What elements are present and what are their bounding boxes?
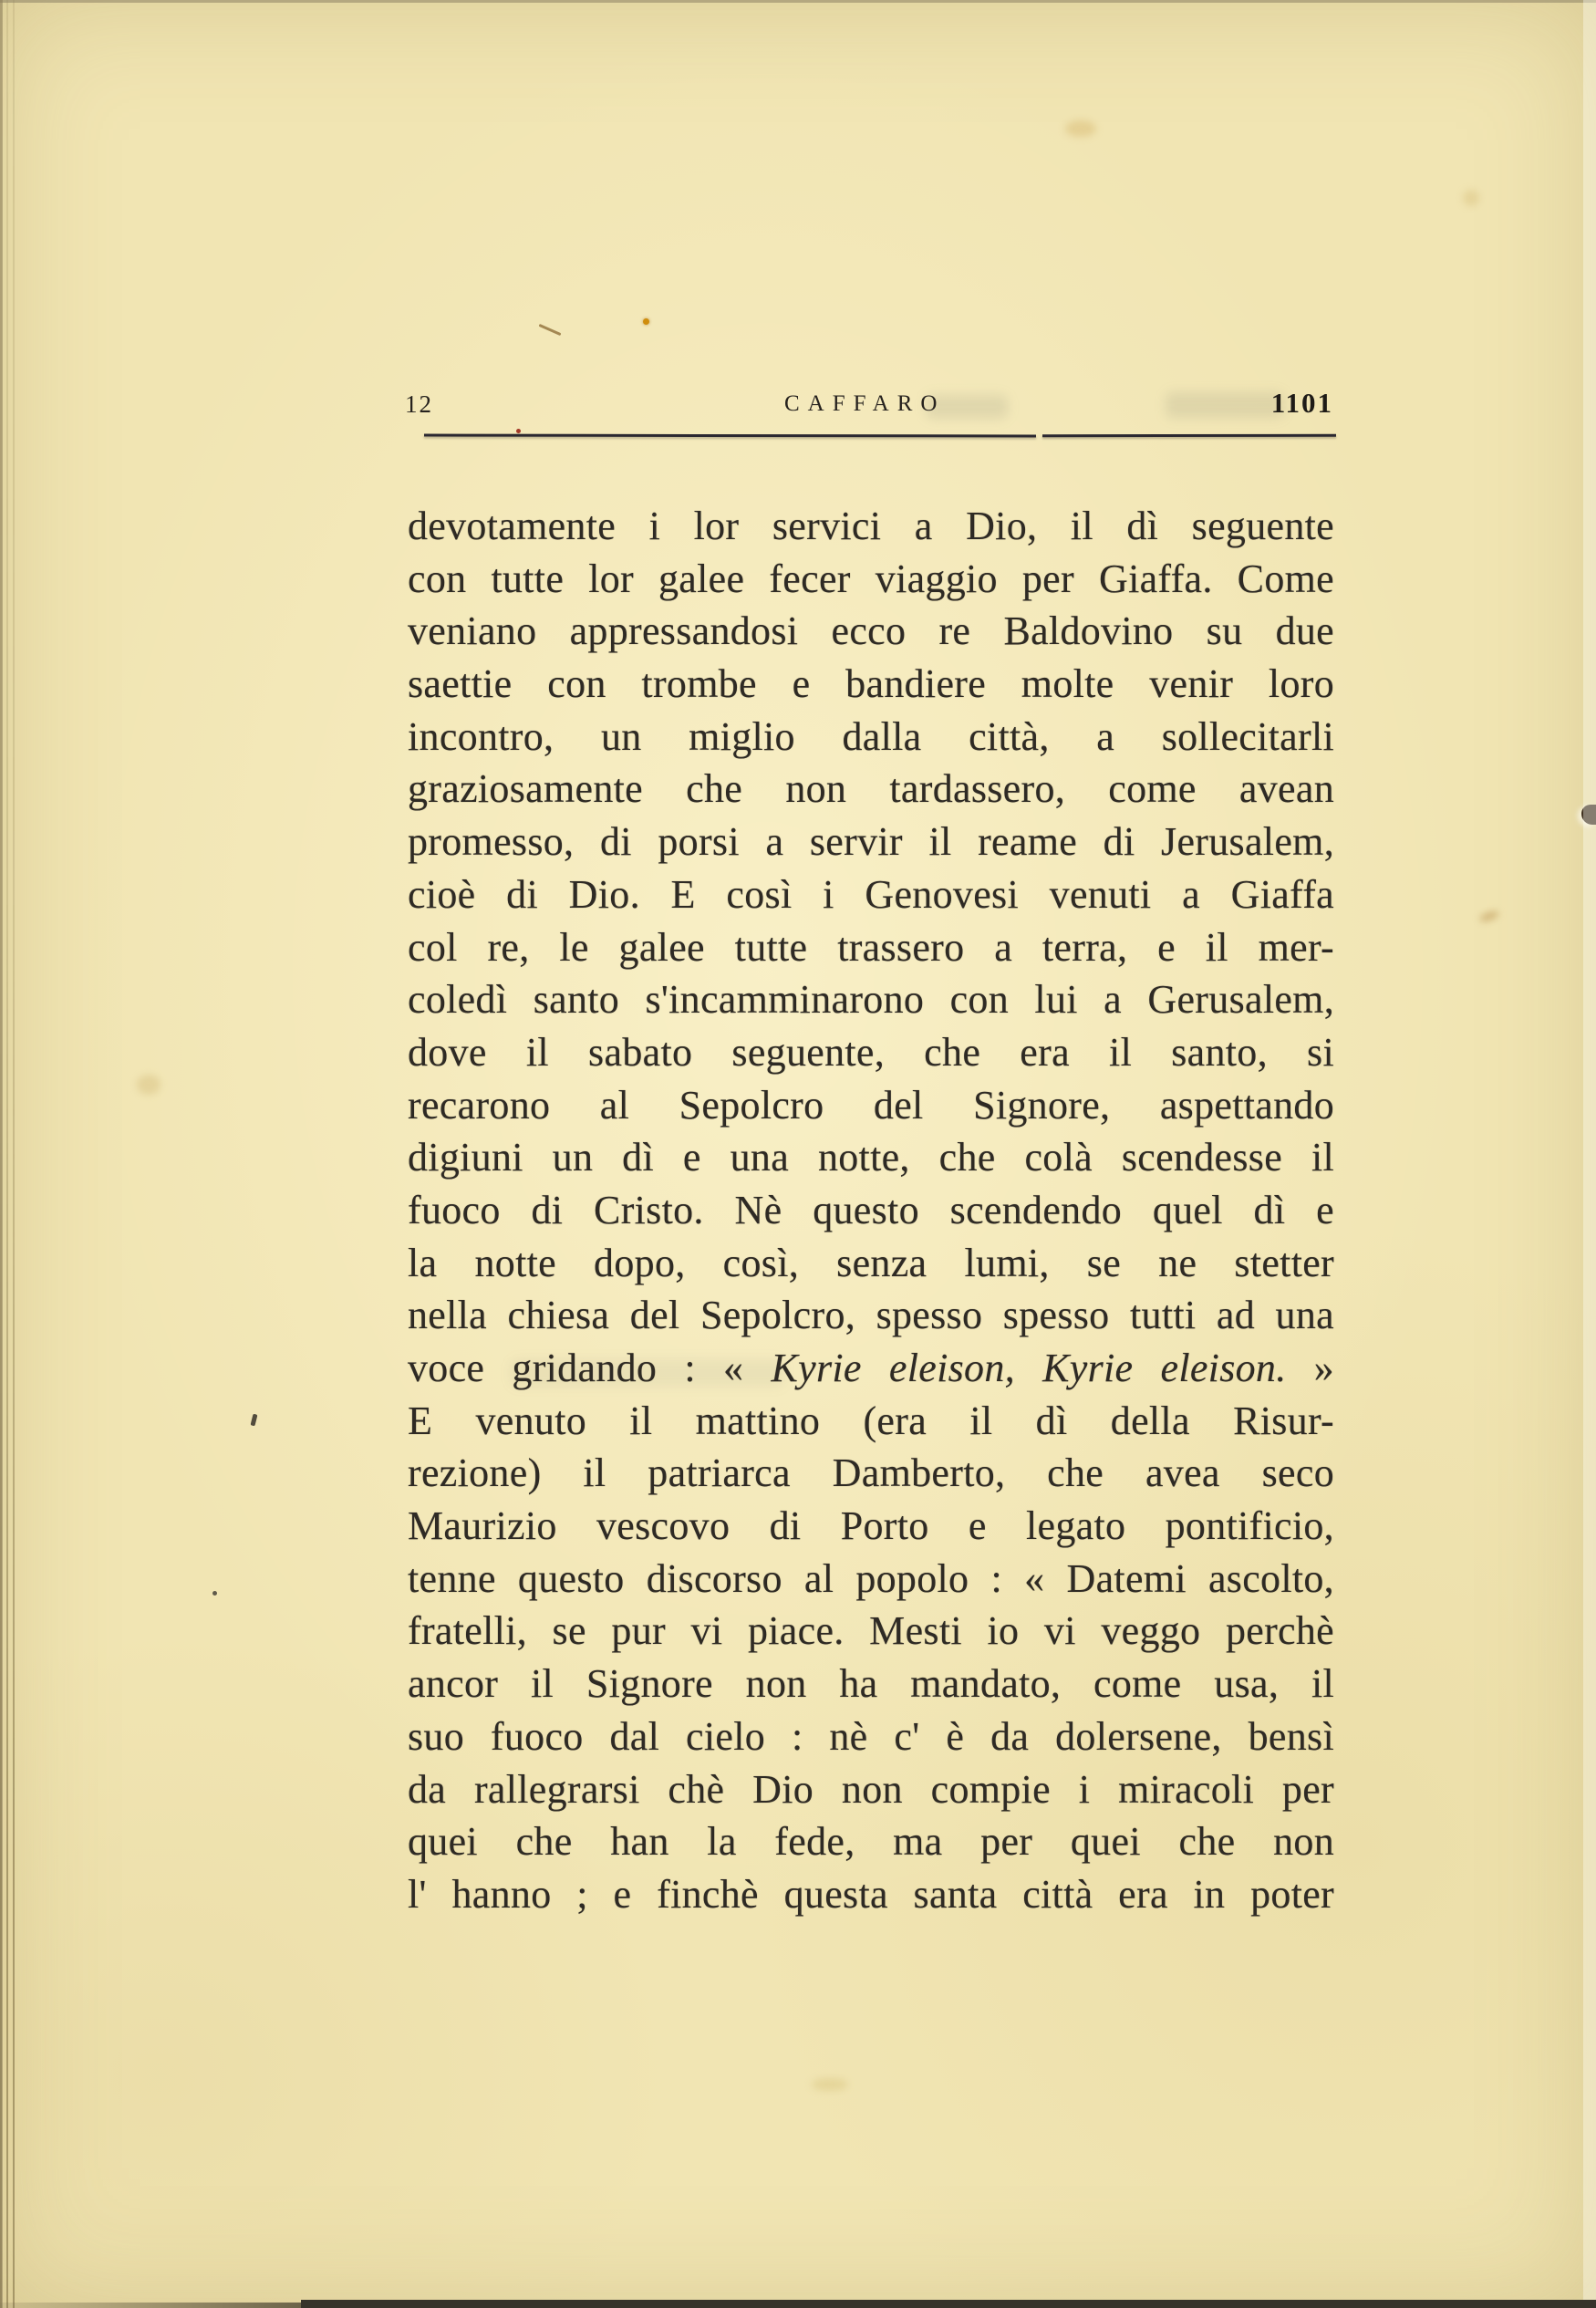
text-run: promesso, di porsi a servir il reame di Jerusalem, [408,819,1334,865]
text-run: » [1286,1346,1334,1390]
text-run: nella chiesa del Sepolcro, spesso spesso tutti ad una [408,1293,1334,1338]
text-run: veniano appressandosi ecco re Baldovino su due [408,608,1334,654]
foxing-spot [1463,190,1479,206]
foxing-spot [137,1075,161,1095]
header-rule-left [424,434,1036,438]
text-line [408,1289,1334,1342]
text-line [408,1500,1334,1553]
text-run: con tutte lor galee fecer viaggio per Giaffa. Come [408,556,1334,601]
text-line [408,1710,1334,1763]
book-gutter-edge [0,0,18,2308]
text-run: dove il sabato seguente, che era il santo, si [408,1029,1334,1075]
text-run: Maurizio vescovo di Porto e legato pontificio, [408,1503,1334,1549]
text-line [408,1395,1334,1448]
text-line [408,868,1334,921]
text-line [408,658,1334,711]
text-run: col re, le galee tutte trassero a terra, e il mer- [408,924,1334,970]
text-run: digiuni un dì e una notte, che colà scendesse il [408,1135,1334,1180]
text-line [408,1868,1334,1921]
text-line [408,921,1334,974]
text-run: incontro, un miglio dalla città, a sollecitarli [408,713,1334,759]
italic-text-run: Kyrie eleison, Kyrie eleison. [771,1346,1287,1390]
running-title: CAFFARO [784,391,946,416]
text-run: devotamente i lor servici a Dio, il dì seguente [408,504,1334,548]
paper-speck [539,324,562,336]
text-run: E venuto il mattino (era il dì della Risur- [408,1398,1334,1443]
text-run: saettie con trombe e bandiere molte venir loro [408,661,1334,707]
paper-speck [516,429,521,433]
text-run: cioè di Dio. E così i Genovesi venuti a Giaffa [408,871,1334,917]
text-line [408,1447,1334,1500]
text-run: voce gridando : « [408,1346,772,1390]
text-run: tenne questo discorso al popolo : « Datemi ascolto, [408,1555,1334,1601]
scan-edge-right [1583,0,1596,2308]
header-rule-right [1042,434,1336,438]
page-body-text [408,500,1334,1921]
text-line [408,605,1334,658]
text-line [408,1184,1334,1237]
text-run: fratelli, se pur vi piace. Mesti io vi veggo perchè [408,1608,1334,1654]
text-line [408,1026,1334,1079]
margin-mark [212,1591,217,1596]
text-line [408,1237,1334,1290]
paper-speck [643,318,649,325]
text-run: coledì santo s'incamminarono con lui a Gerusalem, [408,977,1334,1023]
text-line [408,1342,1334,1395]
text-line [408,1763,1334,1816]
text-line [408,1553,1334,1606]
text-line [408,1658,1334,1710]
text-line [408,711,1334,764]
scan-edge-bottom [0,2303,310,2308]
margin-mark [251,1414,258,1427]
text-run: graziosamente che non tardassero, come avean [408,766,1334,812]
text-line [408,1605,1334,1658]
text-run: fuoco di Cristo. Nè questo scendendo quel dì e [408,1187,1334,1232]
text-line [408,1131,1334,1184]
text-run: recarono al Sepolcro del Signore, aspettando [408,1082,1334,1128]
text-line [408,763,1334,816]
text-run: rezione) il patriarca Damberto, che avea seco [408,1450,1334,1496]
text-line [408,1815,1334,1868]
scan-edge-bottom [301,2300,1596,2308]
text-line [408,553,1334,606]
text-line [408,973,1334,1026]
foxing-spot [1478,910,1500,924]
page-number: 12 [405,390,433,418]
text-line [408,816,1334,868]
marginal-year: 1101 [1270,387,1333,419]
text-run: ancor il Signore non ha mandato, come usa, il [408,1661,1334,1707]
text-line [408,1079,1334,1132]
ink-bleedthrough-mark [1166,392,1284,418]
text-run: suo fuoco dal cielo : nè c' è da dolersene, bensì [408,1713,1334,1759]
foxing-spot [812,2078,848,2091]
scan-edge-left [0,0,3,2308]
text-line [408,500,1334,553]
text-run: da rallegrarsi chè Dio non compie i miracoli per [408,1766,1334,1812]
foxing-spot [1065,120,1096,137]
scan-edge-top [0,0,1596,3]
text-run: la notte dopo, così, senza lumi, se ne stetter [408,1240,1334,1285]
text-run: quei che han la fede, ma per quei che non [408,1819,1334,1865]
text-run: l' hanno ; e finchè questa santa città era in poter [408,1871,1334,1917]
